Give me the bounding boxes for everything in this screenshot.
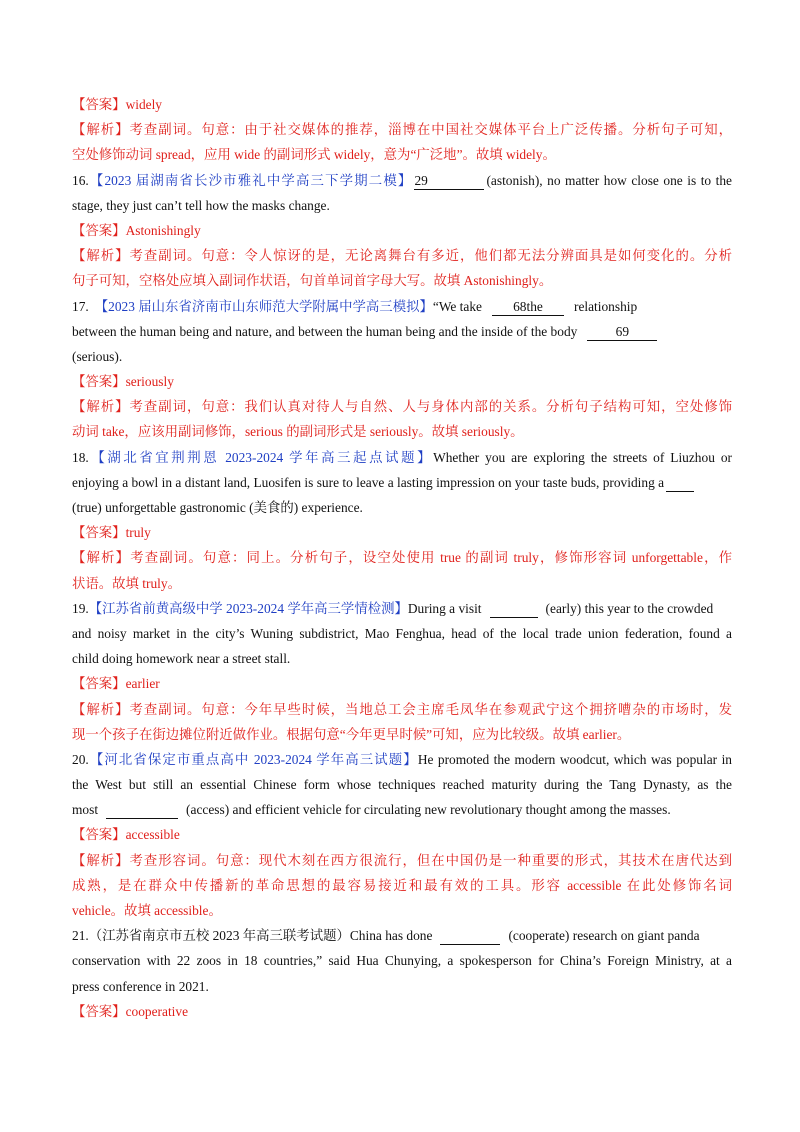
question-text: “We take — [432, 298, 482, 314]
answer-line — [72, 369, 732, 394]
question-text: relationship — [573, 298, 638, 314]
analysis-continuation — [72, 873, 732, 898]
question-text: During a visit — [407, 600, 482, 616]
answer-blank: 29 — [414, 173, 484, 190]
answer-text: cooperative — [125, 1003, 189, 1019]
question-continuation — [72, 193, 732, 218]
question-text: press conference in 2021. — [72, 978, 209, 994]
question-number: 21. — [72, 928, 89, 944]
answer-line — [72, 520, 732, 545]
analysis-line — [72, 848, 732, 873]
question-line — [72, 168, 732, 193]
question-text: between the human being and nature, and between the human being and the inside of the body — [72, 323, 578, 339]
question-line — [72, 294, 732, 319]
question-line — [72, 319, 732, 344]
analysis-line — [72, 243, 732, 268]
question-source: 【江苏省前黄高级中学 2023-2024 学年高三学情检测】 — [88, 600, 408, 616]
analysis-text: 现一个孩子在街边摊位附近做作业。根据句意“今年更早时候”可知，应为比较级。故填 earlier。 — [72, 726, 631, 742]
question-text: (access) and efficient vehicle for circulating new revolutionary thought among the masses. — [186, 802, 671, 818]
question-text: (true) unforgettable gastronomic (美食的) experience. — [72, 500, 363, 515]
question-text: (cooperate) research on giant panda — [508, 928, 700, 944]
question-line — [72, 923, 732, 948]
question-number: 19. — [72, 600, 89, 616]
analysis-continuation — [72, 898, 732, 923]
analysis-continuation — [72, 268, 732, 293]
question-text: (early) this year to the crowded — [545, 600, 714, 616]
analysis-tag: 【解析】 — [72, 550, 131, 566]
question-source: （江苏省南京市五校 2023 年高三联考试题） — [88, 928, 350, 944]
answer-blank: 69 — [587, 324, 657, 341]
answer-text: truly — [125, 525, 151, 541]
analysis-text: 考查副词。句意：同上。分析句子，设空处使用 true 的副词 truly，修饰形容词 unforgettable，作 — [130, 550, 732, 566]
question-text: (serious). — [72, 348, 123, 364]
question-text: the West but still an essential Chinese form whose techniques reached maturity during the Tang Dynasty, as the — [72, 777, 732, 793]
question-line — [72, 445, 732, 470]
analysis-continuation — [72, 722, 732, 747]
answer-tag: 【答案】 — [72, 374, 126, 390]
analysis-tag: 【解析】 — [72, 701, 130, 717]
answer-text: widely — [125, 97, 163, 112]
analysis-text: 考查副词。句意：今年早些时候，当地总工会主席毛凤华在参观武宁这个拥挤嘈杂的市场时，发 — [129, 701, 733, 717]
analysis-continuation — [72, 571, 732, 596]
answer-tag: 【答案】 — [72, 222, 126, 238]
analysis-text: 成熟，是在群众中传播新的革命思想的最容易接近和最有效的工具。形容 accessible 在此处修饰名词 — [72, 877, 732, 893]
analysis-text: 考查副词，句意：我们认真对待人与自然、人与身体内部的关系。分析句子结构可知，空处修饰 — [129, 399, 733, 415]
analysis-text: vehicle。故填 accessible。 — [72, 903, 222, 918]
analysis-tag: 【解析】 — [72, 248, 130, 264]
question-text: and noisy market in the city’s Wuning subdistrict, Mao Fenghua, head of the local trade union federation, found a — [72, 625, 732, 641]
answer-blank — [490, 601, 538, 618]
analysis-continuation — [72, 142, 732, 167]
analysis-tag: 【解析】 — [72, 852, 130, 868]
answer-tag: 【答案】 — [72, 676, 126, 692]
analysis-line — [72, 394, 732, 419]
answer-line — [72, 92, 732, 117]
question-source: 【2023 届山东省济南市山东师范大学附属中学高三模拟】 — [94, 298, 433, 314]
analysis-text: 动词 take，应该用副词修饰，serious 的副词形式是 seriously。故填 seriously。 — [72, 424, 524, 440]
answer-tag: 【答案】 — [72, 827, 126, 843]
analysis-line — [72, 697, 732, 722]
answer-blank — [106, 802, 178, 819]
answer-tag: 【答案】 — [72, 525, 126, 541]
question-text: child doing homework near a street stall. — [72, 651, 291, 667]
question-text: stage, they just can’t tell how the masks change. — [72, 197, 330, 213]
analysis-tag: 【解析】 — [72, 399, 130, 415]
analysis-text: 空处修饰动词 spread，应用 wide 的副词形式 widely，意为“广泛地”。故填 widely。 — [72, 147, 556, 163]
question-continuation — [72, 974, 732, 999]
analysis-text: 状语。故填 truly。 — [72, 575, 181, 591]
answer-line — [72, 218, 732, 243]
question-source: 【湖北省宜荆荆恩 2023-2024 学年高三起点试题】 — [88, 449, 434, 465]
question-number: 16. — [72, 172, 89, 188]
answer-blank — [440, 928, 500, 945]
question-text: (astonish), no matter how close one is to the — [486, 172, 732, 188]
question-line — [72, 797, 732, 822]
question-number: 17. — [72, 298, 89, 314]
answer-text: seriously — [125, 374, 174, 390]
analysis-text: 考查副词。句意：由于社交媒体的推荐，淄博在中国社交媒体平台上广泛传播。分析句子可知， — [129, 122, 733, 138]
analysis-tag: 【解析】 — [72, 122, 130, 138]
document-page — [72, 92, 732, 1024]
question-continuation — [72, 948, 732, 973]
question-text: conservation with 22 zoos in 18 countries,” said Hua Chunying, a spokesperson for China’s Foreign Ministry, at a — [72, 953, 732, 969]
question-line — [72, 470, 732, 495]
question-continuation — [72, 495, 732, 520]
answer-tag: 【答案】 — [72, 97, 126, 112]
question-text: Whether you are exploring the streets of Liuzhou or — [433, 449, 732, 465]
question-number: 20. — [72, 751, 89, 767]
answer-line — [72, 671, 732, 696]
question-source: 【河北省保定市重点高中 2023-2024 学年高三试题】 — [88, 751, 418, 767]
analysis-line — [72, 117, 732, 142]
question-continuation — [72, 344, 732, 369]
answer-line — [72, 822, 732, 847]
answer-text: accessible — [125, 827, 180, 843]
answer-text: earlier — [125, 676, 160, 692]
analysis-text: 句子可知，空格处应填入副词作状语，句首单词首字母大写。故填 Astonishingly。 — [72, 273, 553, 289]
analysis-text: 考查形容词。句意：现代木刻在西方很流行，但在中国仍是一种重要的形式，其技术在唐代达到 — [129, 852, 733, 868]
question-continuation — [72, 646, 732, 671]
answer-text: Astonishingly — [125, 222, 201, 238]
question-continuation — [72, 772, 732, 797]
answer-line — [72, 999, 732, 1024]
analysis-continuation — [72, 419, 732, 444]
question-text: most — [72, 802, 99, 818]
question-source: 【2023 届湖南省长沙市雅礼中学高三下学期二模】 — [88, 172, 413, 188]
question-line — [72, 596, 732, 621]
question-text: He promoted the modern woodcut, which was popular in — [417, 751, 733, 767]
answer-blank — [666, 475, 694, 492]
question-number: 18. — [72, 449, 89, 465]
analysis-text: 考查副词。句意：令人惊讶的是，无论离舞台有多近，他们都无法分辨面具是如何变化的。分析 — [129, 248, 733, 264]
analysis-line — [72, 545, 732, 570]
question-text: China has done — [349, 928, 433, 944]
question-line — [72, 747, 732, 772]
answer-blank: 68the — [492, 299, 564, 316]
answer-tag: 【答案】 — [72, 1003, 126, 1019]
question-continuation — [72, 621, 732, 646]
question-text: enjoying a bowl in a distant land, Luosifen is sure to leave a lasting impression on your taste buds, providing a — [72, 474, 665, 490]
